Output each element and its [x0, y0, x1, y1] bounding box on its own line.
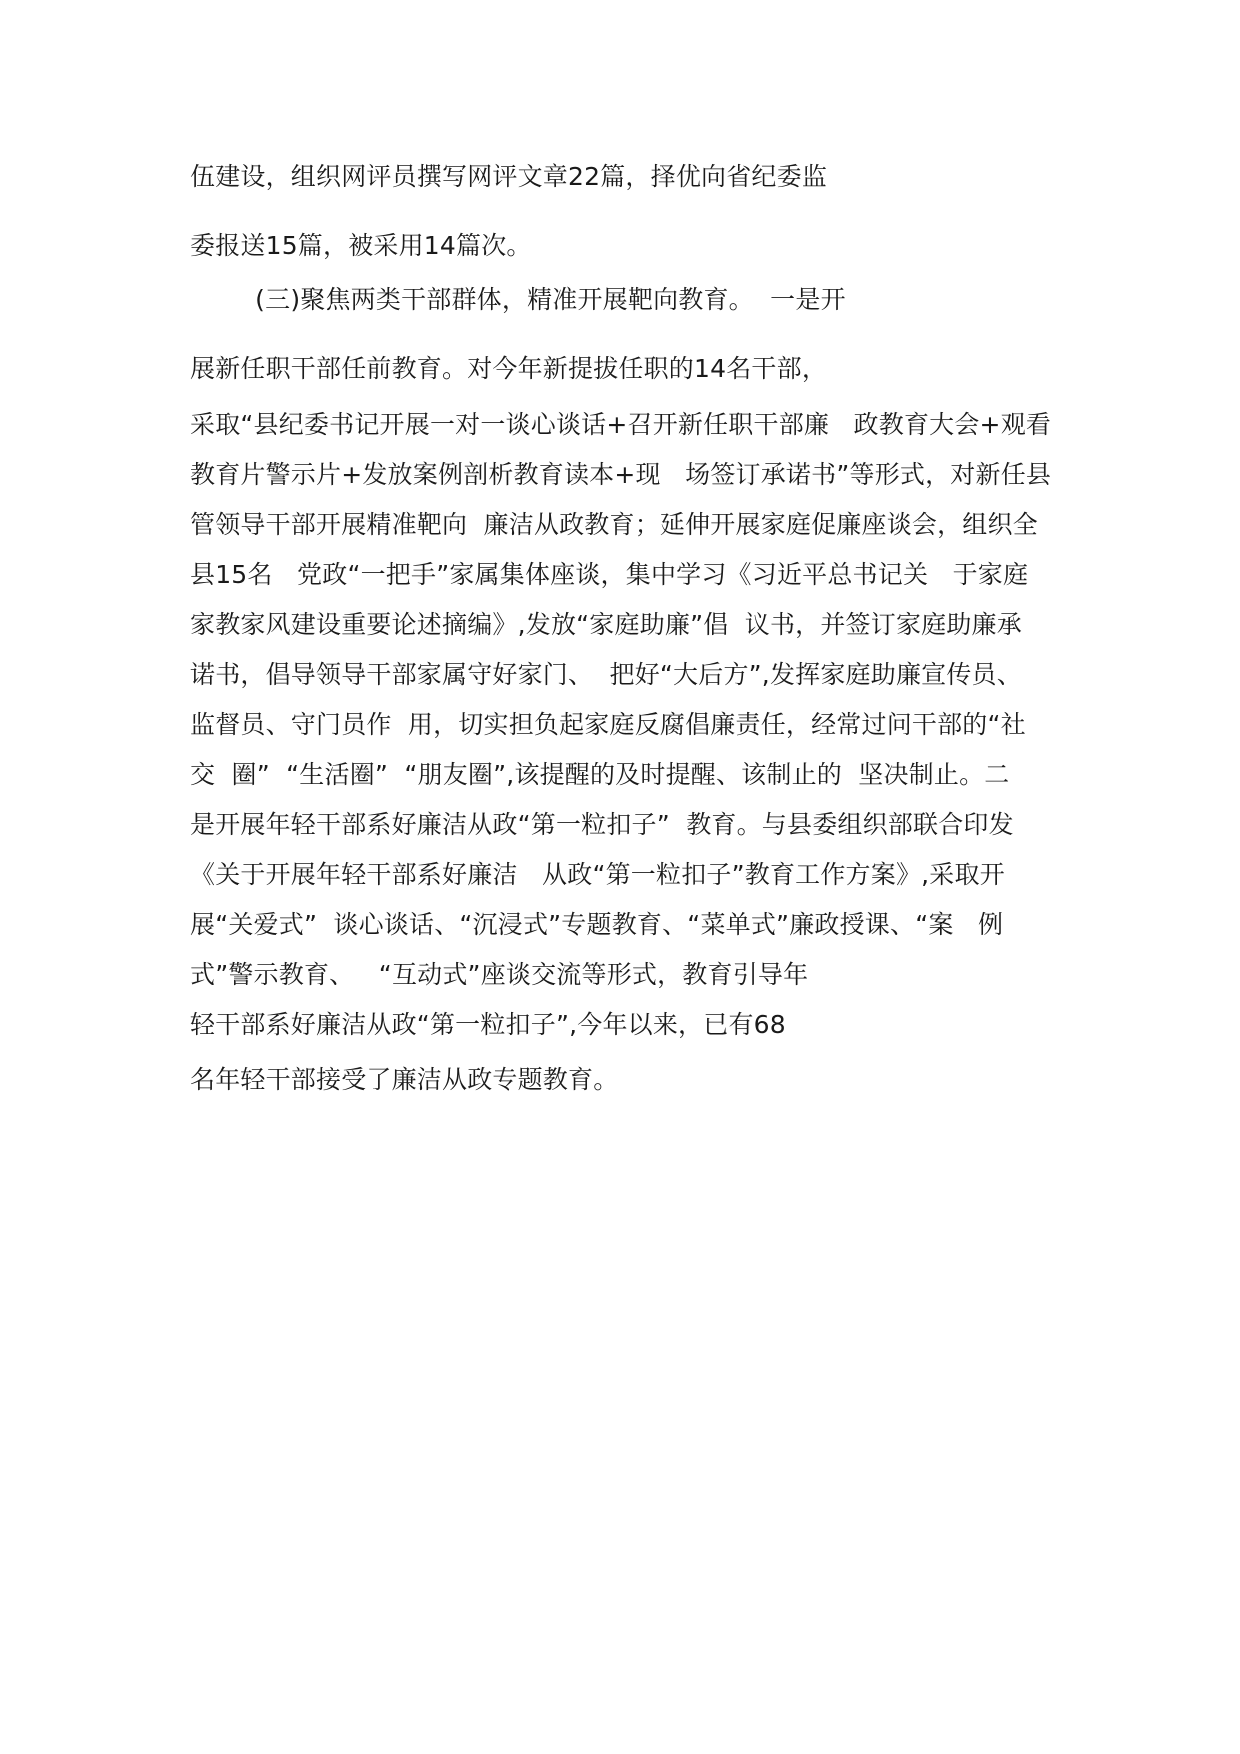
text-line-7: 管领导干部开展精准靶向 廉洁从政教育；延伸开展家庭促廉座谈会，组织全 [190, 510, 1038, 539]
text-line-14: 《关于开展年轻干部系好廉洁 从政“第一粒扣子”教育工作方案》,采取开 [190, 860, 1005, 889]
text-line-5: 采取“县纪委书记开展一对一谈心谈话+召开新任职干部廉 政教育大会+观看 [190, 410, 1052, 439]
text-line-4: 展新任职干部任前教育。对今年新提拔任职的14名干部， [190, 354, 828, 383]
text-line-9: 家教家风建设重要论述摘编》,发放“家庭助廉”倡 议书，并签订家庭助廉承 [190, 610, 1022, 639]
text-line-6: 教育片警示片+发放案例剖析教育读本+现 场签订承诺书”等形式，对新任县 [190, 460, 1052, 489]
text-line-10: 诺书，倡导领导干部家属守好家门、 把好“大后方”,发挥家庭助廉宣传员、 [190, 660, 1022, 689]
text-line-18: 名年轻干部接受了廉洁从政专题教育。 [190, 1065, 619, 1094]
text-line-15: 展“关爱式” 谈心谈话、“沉浸式”专题教育、“菜单式”廉政授课、“案 例 [190, 910, 1004, 939]
text-line-2: 委报送15篇，被采用14篇次。 [190, 231, 532, 260]
text-line-8: 县15名 党政“一把手”家属集体座谈，集中学习《习近平总书记关 于家庭 [190, 560, 1029, 589]
text-line-17: 轻干部系好廉洁从政“第一粒扣子”,今年以来，已有68 [190, 1010, 786, 1039]
text-line-16: 式”警示教育、 “互动式”座谈交流等形式，教育引导年 [190, 960, 809, 989]
section-heading-line: (三)聚焦两类干部群体，精准开展靶向教育。 一是开 [190, 285, 846, 314]
text-line-12: 交 圈” “生活圈” “朋友圈”,该提醒的及时提醒、该制止的 坚决制止。二 [190, 760, 1010, 789]
text-line-1: 伍建设，组织网评员撰写网评文章22篇，择优向省纪委监 [190, 162, 828, 191]
text-line-11: 监督员、守门员作 用，切实担负起家庭反腐倡廉责任，经常过问干部的“社 [190, 710, 1026, 739]
text-line-13: 是开展年轻干部系好廉洁从政“第一粒扣子” 教育。与县委组织部联合印发 [190, 810, 1014, 839]
